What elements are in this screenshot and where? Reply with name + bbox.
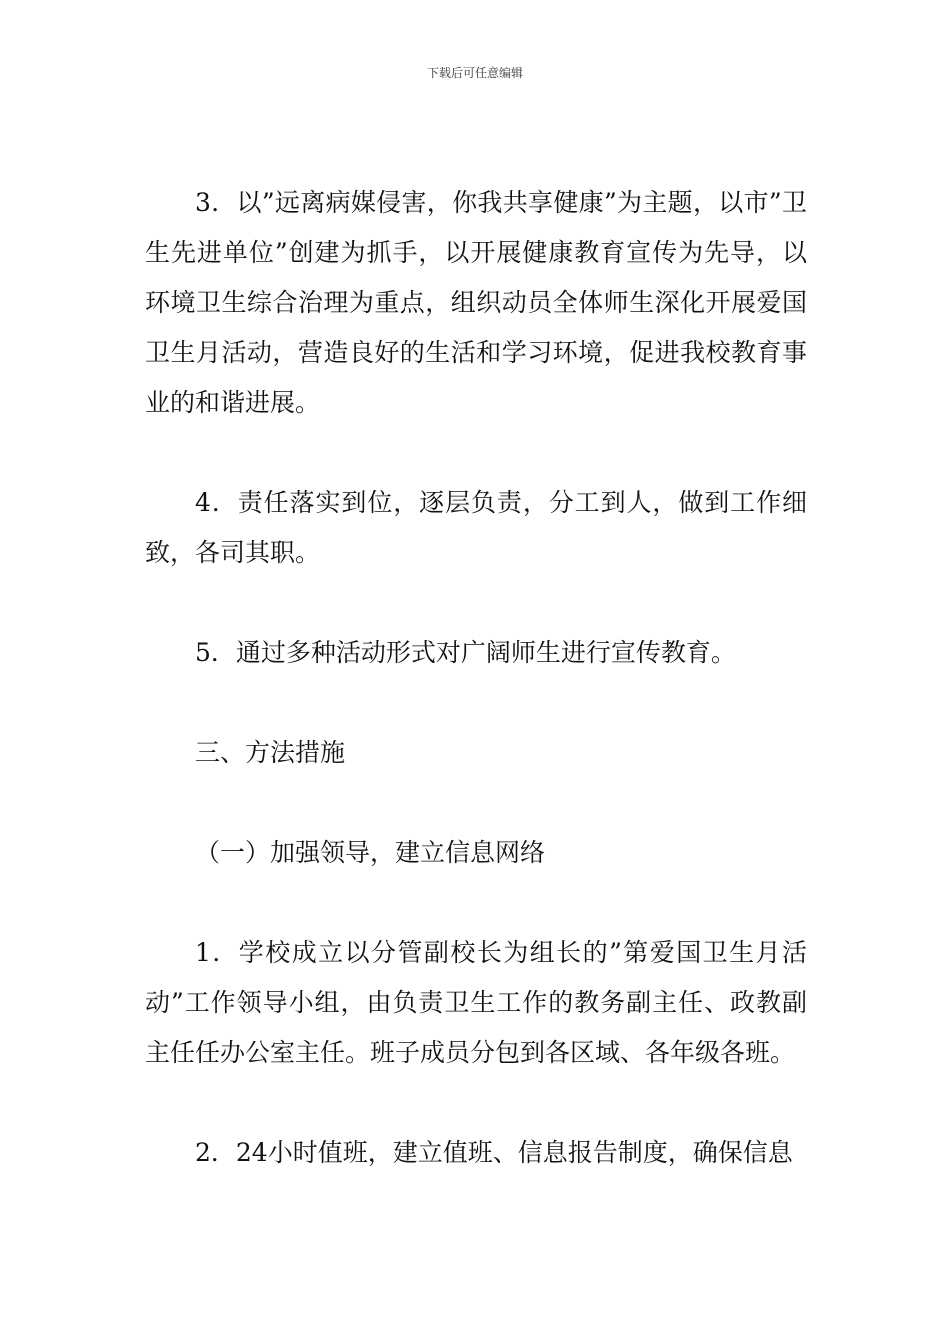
- paragraph-item-3: 3．以”远离病媒侵害，你我共享健康”为主题，以市”卫生先进单位”创建为抓手，以开展健康教育宣传为先导，以环境卫生综合治理为重点，组织动员全体师生深化开展爱国卫生月活动，营造良好的生活和学习环境，促进我校教育事业的和谐进展。: [145, 188, 807, 417]
- paragraph-item-5: 5．通过多种活动形式对广阔师生进行宣传教育。: [195, 638, 736, 667]
- document-body: [145, 178, 807, 1228]
- paragraph-item-4: 4．责任落实到位，逐层负责，分工到人，做到工作细致，各司其职。: [145, 488, 807, 567]
- subsection-heading-leadership: （一）加强领导，建立信息网络: [195, 838, 546, 867]
- paragraph-item-1: 1．学校成立以分管副校长为组长的”第爱国卫生月活动”工作领导小组，由负责卫生工作的教务副主任、政教副主任任办公室主任。班子成员分包到各区域、各年级各班。: [145, 938, 807, 1067]
- paragraph-item-2: 2．24小时值班，建立值班、信息报告制度，确保信息: [195, 1138, 793, 1167]
- section-heading-methods: 三、方法措施: [195, 738, 346, 767]
- page-header: 下载后可任意编辑: [426, 66, 523, 80]
